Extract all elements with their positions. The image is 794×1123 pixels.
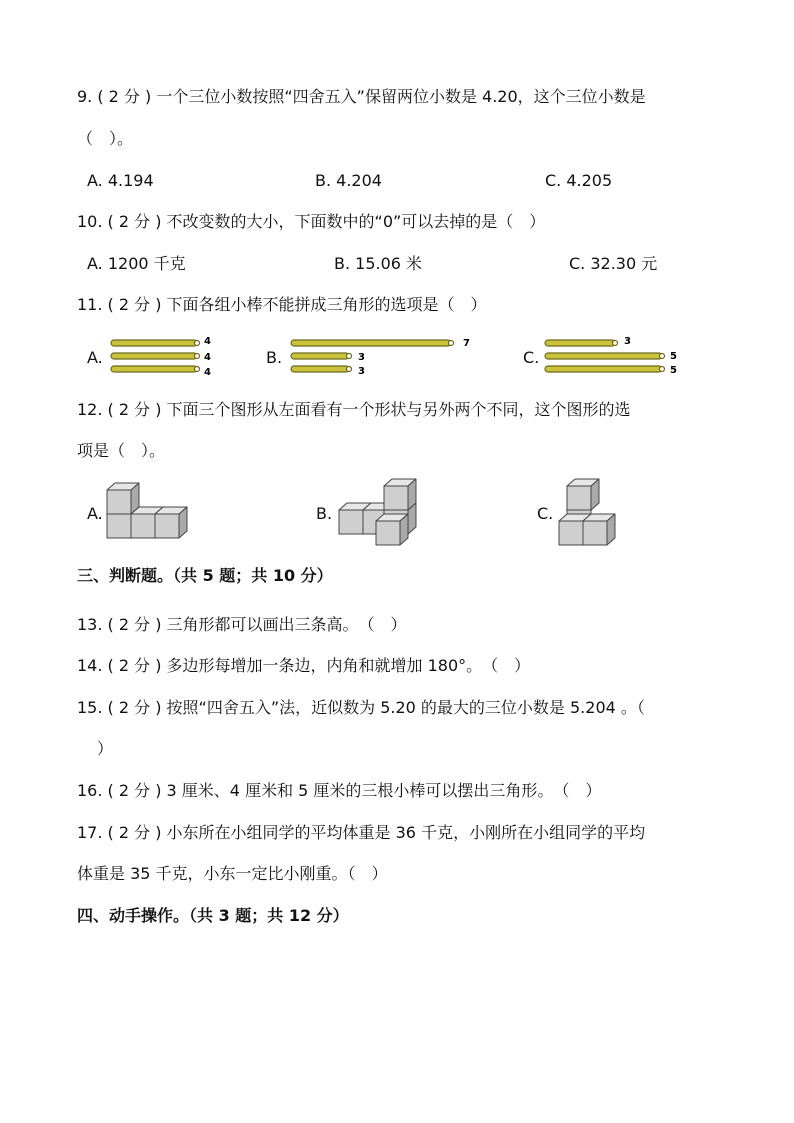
stick-b1-label: 7 xyxy=(463,338,470,349)
q11-label-c: C. xyxy=(523,348,540,367)
stick-a1-label: 4 xyxy=(204,336,211,347)
q12-label-a: A. xyxy=(87,504,103,523)
q9-text-line2: （ ）。 xyxy=(77,129,134,148)
stick-a3-label: 4 xyxy=(204,367,211,378)
q15-text-line2: ） xyxy=(97,739,114,758)
q11-sticks-b xyxy=(288,334,478,380)
q9-text-line1: 9. ( 2 分 ) 一个三位小数按照“四舍五入”保留两位小数是 4.20，这个三位小数是 xyxy=(77,87,646,106)
q12-text-line1: 12. ( 2 分 ) 下面三个图形从左面看有一个形状与另外两个不同，这个图形的选 xyxy=(77,400,631,419)
q14-text: 14. ( 2 分 ) 多边形每增加一条边，内角和就增加 180°。 （ ） xyxy=(77,656,531,675)
q17-text-line2: 体重是 35 千克，小东一定比小刚重。（ ） xyxy=(77,864,388,883)
stick-a2-label: 4 xyxy=(204,352,211,363)
q11-label-a: A. xyxy=(87,348,103,367)
stick-c3-label: 5 xyxy=(670,365,677,376)
q13-text: 13. ( 2 分 ) 三角形都可以画出三条高。 （ ） xyxy=(77,615,407,634)
q17-text-line1: 17. ( 2 分 ) 小东所在小组同学的平均体重是 36 千克，小刚所在小组同学的平均 xyxy=(77,823,646,842)
q10-option-a: A. 1200 千克 xyxy=(87,254,186,273)
stick-a2 xyxy=(111,353,200,359)
stick-c2 xyxy=(545,353,665,359)
stick-b3 xyxy=(291,366,352,372)
stick-b2-label: 3 xyxy=(358,352,365,363)
stick-c2-label: 5 xyxy=(670,351,677,362)
stick-b3-label: 3 xyxy=(358,366,365,377)
stick-c1-label: 3 xyxy=(624,336,631,347)
stick-b1 xyxy=(291,340,454,346)
section-3-heading: 三、判断题。（共 5 题；共 10 分） xyxy=(77,566,333,585)
q12-label-b: B. xyxy=(316,504,333,523)
stick-a1 xyxy=(111,340,200,346)
q11-label-b: B. xyxy=(266,348,283,367)
q9-option-c: C. 4.205 xyxy=(545,171,613,190)
q10-option-c: C. 32.30 元 xyxy=(569,254,658,273)
stick-a3 xyxy=(111,366,200,372)
stick-c3 xyxy=(545,366,665,372)
q12-figure-b xyxy=(336,476,422,548)
q11-text: 11. ( 2 分 ) 下面各组小棒不能拼成三角形的选项是（ ） xyxy=(77,295,487,314)
q15-text-line1: 15. ( 2 分 ) 按照“四舍五入”法，近似数为 5.20 的最大的三位小数是 5.204 。（ xyxy=(77,698,645,717)
q11-sticks-c xyxy=(542,334,692,380)
q12-text-line2: 项是（ ）。 xyxy=(77,441,166,460)
q10-text: 10. ( 2 分 ) 不改变数的大小，下面数中的“0”可以去掉的是（ ） xyxy=(77,212,546,231)
stick-c1 xyxy=(545,340,618,346)
q12-figure-a xyxy=(104,480,196,546)
q10-option-b: B. 15.06 米 xyxy=(334,254,423,273)
stick-b2 xyxy=(291,353,352,359)
q11-sticks-a xyxy=(108,334,218,380)
q12-label-c: C. xyxy=(537,504,554,523)
q9-option-b: B. 4.204 xyxy=(315,171,382,190)
q16-text: 16. ( 2 分 ) 3 厘米、4 厘米和 5 厘米的三根小棒可以摆出三角形。 （ ） xyxy=(77,781,602,800)
q12-figure-c xyxy=(556,476,630,548)
q9-option-a: A. 4.194 xyxy=(87,171,154,190)
section-4-heading: 四、动手操作。（共 3 题；共 12 分） xyxy=(77,906,349,925)
